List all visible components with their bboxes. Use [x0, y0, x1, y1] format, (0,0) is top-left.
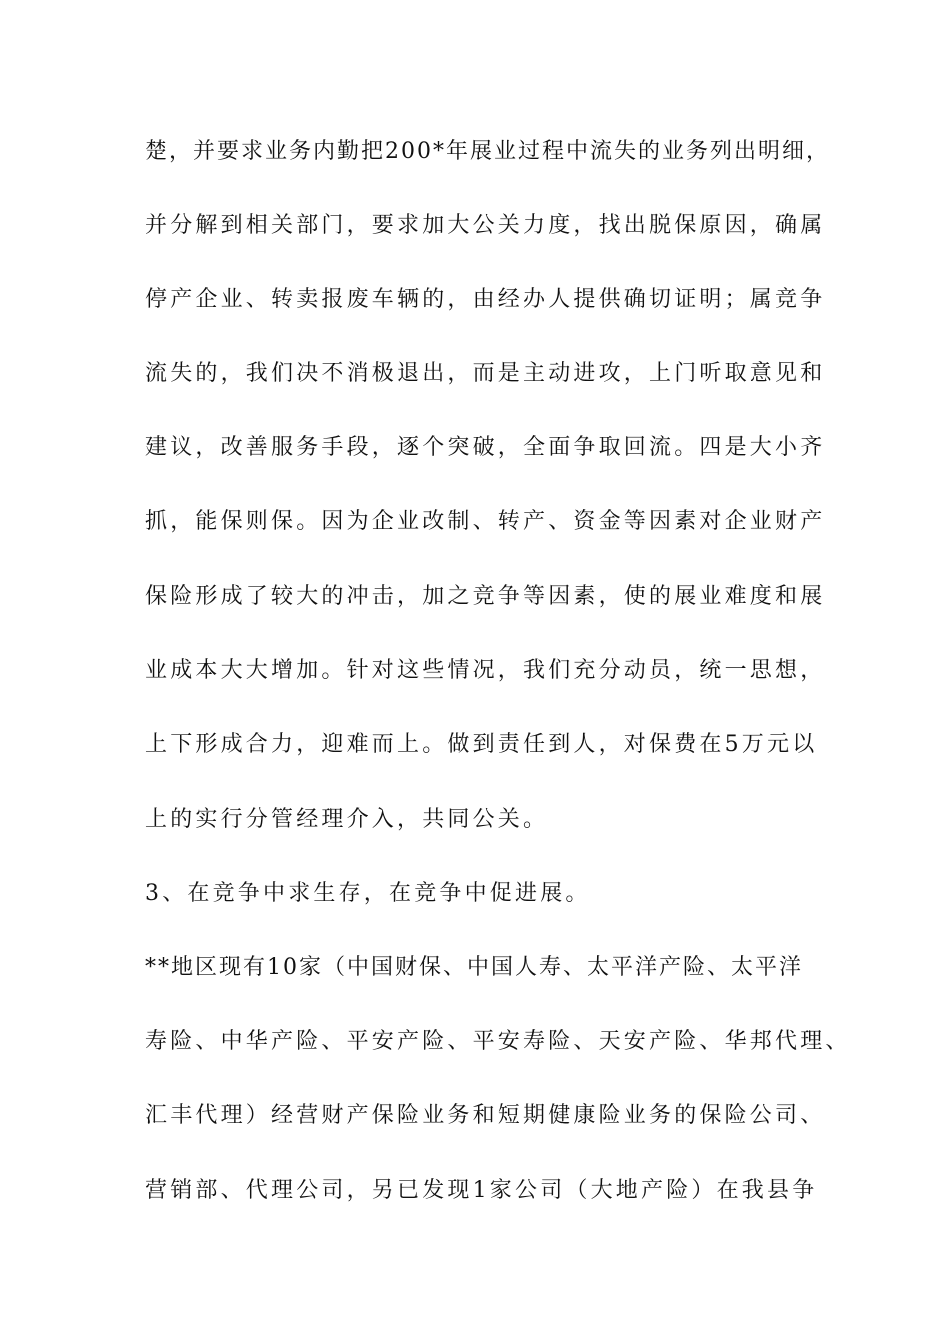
body-text-line: 营销部、代理公司，另已发现1家公司（大地产险）在我县争 [145, 1178, 818, 1203]
body-text-line: **地区现有10家（中国财保、中国人寿、太平洋产险、太平洋 [145, 955, 803, 980]
body-text-line: 业成本大大增加。针对这些情况，我们充分动员，统一思想， [145, 658, 826, 683]
section-heading: 3、在竞争中求生存，在竞争中促进展。 [145, 881, 591, 906]
body-text-line: 抓，能保则保。因为企业改制、转产、资金等因素对企业财产 [145, 509, 826, 534]
body-text-line: 保险形成了较大的冲击，加之竞争等因素，使的展业难度和展 [145, 584, 826, 609]
body-text-line: 上的实行分管经理介入，共同公关。 [145, 807, 549, 832]
body-text-line: 楚，并要求业务内勤把200*年展业过程中流失的业务列出明细， [145, 139, 830, 164]
body-text-line: 并分解到相关部门，要求加大公关力度，找出脱保原因，确属 [145, 213, 826, 238]
body-text-line: 停产企业、转卖报废车辆的，由经办人提供确切证明；属竞争 [145, 287, 826, 312]
body-text-line: 流失的，我们决不消极退出，而是主动进攻，上门听取意见和 [145, 361, 826, 386]
body-text-line: 建议，改善服务手段，逐个突破，全面争取回流。四是大小齐 [145, 435, 826, 460]
body-text-line: 上下形成合力，迎难而上。做到责任到人，对保费在5万元以 [145, 732, 818, 757]
body-text-line: 汇丰代理）经营财产保险业务和短期健康险业务的保险公司、 [145, 1103, 826, 1128]
body-text-line: 寿险、中华产险、平安产险、平安寿险、天安产险、华邦代理、 [145, 1029, 851, 1054]
